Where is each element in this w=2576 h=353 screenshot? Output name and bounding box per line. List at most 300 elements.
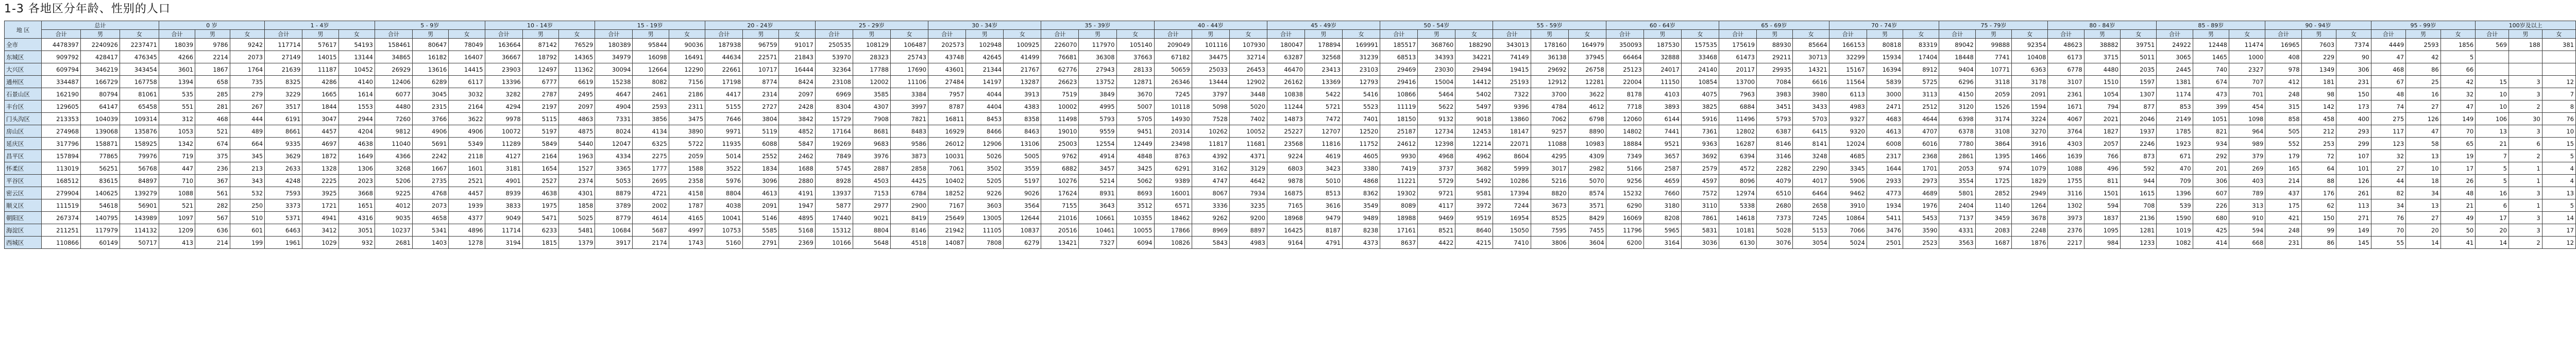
table-cell: 4997	[669, 224, 705, 237]
table-cell: 105140	[1116, 39, 1154, 51]
table-cell: 95844	[633, 39, 669, 51]
table-cell: 989	[2229, 138, 2265, 150]
table-cell: 5402	[1455, 88, 1493, 100]
table-cell: 1785	[2157, 125, 2193, 138]
table-cell: 5349	[449, 138, 485, 150]
table-cell: 162190	[42, 88, 81, 100]
table-cell: 14873	[1267, 113, 1304, 125]
table-cell: 4334	[595, 150, 633, 162]
table-cell: 1947	[779, 199, 815, 212]
table-row	[5, 175, 2576, 187]
table-cell: 1510	[2084, 76, 2120, 88]
table-cell: 117714	[265, 39, 302, 51]
table-cell: 3804	[743, 113, 779, 125]
table-cell: 5146	[743, 212, 779, 224]
row-region-name: 怀柔区	[5, 162, 42, 175]
table-cell: 306	[2193, 175, 2229, 187]
table-cell: 6619	[559, 76, 595, 88]
table-cell: 11681	[1229, 138, 1267, 150]
table-cell: 5839	[1867, 76, 1903, 88]
table-cell: 5206	[375, 175, 412, 187]
table-cell: 7441	[1643, 125, 1681, 138]
table-cell: 4791	[1305, 237, 1343, 249]
table-cell: 6296	[1939, 76, 1975, 88]
header-sub: 男	[302, 30, 338, 39]
header-sub-row	[5, 30, 2576, 39]
table-cell: 42	[2406, 51, 2441, 63]
table-cell: 1934	[1867, 199, 1903, 212]
table-cell: 3692	[1681, 150, 1719, 162]
table-cell: 17	[2476, 212, 2509, 224]
table-cell: 18462	[1154, 212, 1192, 224]
table-cell: 26346	[1154, 76, 1192, 88]
table-cell: 229	[2301, 51, 2336, 63]
table-cell: 12912	[1531, 76, 1568, 88]
table-cell: 10983	[1568, 138, 1606, 150]
table-cell: 6803	[1267, 162, 1304, 175]
table-cell: 4449	[2371, 39, 2406, 51]
table-cell: 285	[195, 88, 230, 100]
table-cell: 4422	[1418, 237, 1455, 249]
table-cell: 680	[2193, 212, 2229, 224]
table-cell: 74149	[1493, 51, 1531, 63]
table-cell: 4995	[1079, 100, 1116, 113]
table-cell: 8525	[1531, 212, 1568, 224]
table-cell: 275	[2371, 113, 2406, 125]
table-cell: 28133	[1116, 63, 1154, 76]
table-cell: 5005	[1004, 150, 1041, 162]
table-row	[5, 76, 2576, 88]
table-cell: 367	[195, 175, 230, 187]
table-cell: 7361	[1681, 125, 1719, 138]
table-cell: 5705	[1116, 113, 1154, 125]
table-cell: 27	[2406, 100, 2441, 113]
table-cell: 10055	[1116, 224, 1154, 237]
table-cell: 7137	[1939, 212, 1975, 224]
table-cell: 8	[2542, 100, 2575, 113]
table-row	[5, 63, 2576, 76]
table-cell: 2552	[743, 150, 779, 162]
table-cell: 10838	[1267, 88, 1304, 100]
table-cell: 139279	[120, 187, 159, 199]
table-cell: 78049	[449, 39, 485, 51]
table-cell: 20516	[1041, 224, 1079, 237]
header-sub: 合计	[1493, 30, 1531, 39]
table-cell: 1976	[1903, 199, 1939, 212]
table-cell: 3806	[1531, 237, 1568, 249]
table-cell: 476345	[120, 51, 159, 63]
table-cell: 178160	[1531, 39, 1568, 51]
table-cell: 5338	[1719, 199, 1757, 212]
table-cell: 13287	[1004, 76, 1041, 88]
table-cell: 149	[2441, 113, 2476, 125]
table-cell: 2057	[2084, 138, 2120, 150]
table-cell: 175	[2265, 199, 2301, 212]
table-cell: 13700	[1719, 76, 1757, 88]
table-cell: 17	[2542, 224, 2575, 237]
table-cell: 4127	[485, 150, 522, 162]
header-group: 30 - 34岁	[928, 21, 1041, 30]
table-cell: 4647	[595, 88, 633, 100]
table-cell: 4852	[779, 125, 815, 138]
table-cell: 3737	[1418, 162, 1455, 175]
table-cell: 30	[2509, 113, 2543, 125]
table-cell: 9049	[485, 212, 522, 224]
table-cell: 5197	[1004, 175, 1041, 187]
header-sub: 男	[2193, 30, 2229, 39]
table-cell: 5745	[815, 162, 853, 175]
table-cell: 279904	[42, 187, 81, 199]
table-cell: 1465	[2193, 51, 2229, 63]
table-cell: 425	[2193, 224, 2229, 237]
table-cell: 175619	[1719, 39, 1757, 51]
table-cell: 740	[2193, 63, 2229, 76]
table-cell: 2461	[633, 88, 669, 100]
table-cell: 2	[2509, 150, 2543, 162]
table-cell: 3864	[1975, 138, 2011, 150]
table-cell: 7519	[1041, 88, 1079, 100]
table-cell: 1553	[338, 100, 375, 113]
table-cell: 2861	[1939, 150, 1975, 162]
table-cell: 5	[2542, 150, 2575, 162]
table-cell: 7245	[1154, 88, 1192, 100]
table-cell: 63287	[1267, 51, 1304, 63]
table-cell: 1665	[302, 88, 338, 100]
table-cell: 489	[230, 125, 265, 138]
header-sub: 合计	[2157, 30, 2193, 39]
header-sub: 男	[1867, 30, 1903, 39]
table-cell: 16001	[1154, 187, 1192, 199]
table-cell: 5691	[413, 138, 449, 150]
table-cell: 18988	[1380, 212, 1418, 224]
table-cell: 7741	[1975, 51, 2011, 63]
table-cell: 11496	[1719, 113, 1757, 125]
table-cell: 48	[2371, 88, 2406, 100]
table-cell: 14618	[1719, 212, 1757, 224]
table-cell: 17404	[1903, 51, 1939, 63]
table-cell: 4307	[853, 100, 890, 113]
table-cell: 1844	[302, 100, 338, 113]
header-sub: 女	[1568, 30, 1606, 39]
table-cell: 1837	[2084, 212, 2120, 224]
table-cell: 984	[2084, 237, 2120, 249]
table-cell: 3	[2509, 88, 2543, 100]
table-cell: 7066	[1829, 224, 1867, 237]
table-cell: 9335	[265, 138, 302, 150]
header-sub: 女	[1455, 30, 1493, 39]
table-cell: 7419	[1380, 162, 1418, 175]
table-row	[5, 51, 2576, 63]
table-cell: 8146	[1757, 138, 1793, 150]
table-cell: 428417	[81, 51, 120, 63]
table-cell: 3849	[1079, 88, 1116, 100]
table-cell: 2880	[779, 175, 815, 187]
table-cell: 16954	[1493, 212, 1531, 224]
table-cell: 5	[2542, 199, 2575, 212]
table-cell: 13	[2476, 125, 2509, 138]
table-cell: 12453	[1455, 125, 1493, 138]
table-cell: 9462	[1829, 187, 1867, 199]
table-cell: 4983	[1829, 100, 1867, 113]
table-cell: 7472	[1305, 113, 1343, 125]
table-cell: 33468	[1681, 51, 1719, 63]
table-cell: 140795	[81, 212, 120, 224]
table-cell: 18884	[1606, 138, 1643, 150]
table-cell: 3108	[1975, 125, 2011, 138]
table-cell: 34475	[1192, 51, 1229, 63]
table-cell: 106	[2476, 113, 2509, 125]
table-cell: 5014	[705, 150, 743, 162]
table-cell: 16425	[1267, 224, 1304, 237]
table-cell: 7374	[2336, 39, 2371, 51]
table-cell: 8466	[966, 125, 1004, 138]
table-cell: 9035	[375, 212, 412, 224]
table-cell: 6464	[1793, 187, 1829, 199]
table-cell: 90036	[669, 39, 705, 51]
table-cell: 114132	[120, 224, 159, 237]
table-cell: 5119	[743, 125, 779, 138]
table-cell: 5729	[1418, 175, 1455, 187]
table-cell: 3113	[1903, 88, 1939, 100]
table-cell: 2174	[633, 237, 669, 249]
table-cell: 1395	[1975, 150, 2011, 162]
table-cell: 473	[2193, 88, 2229, 100]
table-cell: 5523	[1343, 100, 1380, 113]
table-cell: 9451	[1116, 125, 1154, 138]
table-cell: 3000	[1867, 88, 1903, 100]
table-cell: 10402	[928, 175, 966, 187]
table-cell: 25003	[1041, 138, 1079, 150]
table-cell: 877	[2121, 100, 2157, 113]
table-cell: 1777	[633, 162, 669, 175]
table-cell: 54193	[338, 39, 375, 51]
header-group: 35 - 39岁	[1041, 21, 1154, 30]
table-row	[5, 88, 2576, 100]
table-cell: 7061	[928, 162, 966, 175]
table-cell: 10262	[1192, 125, 1229, 138]
table-cell: 13752	[1079, 76, 1116, 88]
table-cell: 6113	[1829, 88, 1867, 100]
table-cell: 12281	[1568, 76, 1606, 88]
table-cell: 454	[2229, 100, 2265, 113]
table-cell: 974	[1975, 162, 2011, 175]
table-cell: 9812	[375, 125, 412, 138]
table-cell: 3110	[1681, 199, 1719, 212]
table-cell: 3571	[1568, 199, 1606, 212]
table-cell: 8483	[890, 125, 928, 138]
table-cell: 592	[2121, 162, 2157, 175]
table-cell: 5411	[1867, 212, 1903, 224]
table-cell: 4868	[1343, 175, 1380, 187]
table-cell: 209049	[1154, 39, 1192, 51]
header-group: 10 - 14岁	[485, 21, 595, 30]
header-sub: 男	[1975, 30, 2011, 39]
table-cell: 5341	[413, 224, 449, 237]
table-cell: 2197	[522, 100, 558, 113]
table-cell: 142	[2301, 100, 2336, 113]
table-cell: 4597	[1681, 175, 1719, 187]
table-cell: 1	[2509, 162, 2543, 175]
table-cell: 8067	[1192, 187, 1229, 199]
table-cell: 8879	[595, 187, 633, 199]
table-cell: 2214	[195, 51, 230, 63]
table-cell: 3047	[302, 113, 338, 125]
table-cell: 8429	[1568, 212, 1606, 224]
table-cell: 4968	[1418, 150, 1455, 162]
table-cell: 92354	[2012, 39, 2048, 51]
table-cell: 85664	[1793, 39, 1829, 51]
table-cell: 8513	[1305, 187, 1343, 199]
table-cell: 11816	[1305, 138, 1343, 150]
table-cell: 5916	[1681, 113, 1719, 125]
table-cell: 6884	[1719, 100, 1757, 113]
header-sub: 女	[2229, 30, 2265, 39]
table-cell: 21942	[928, 224, 966, 237]
table-cell: 5160	[705, 237, 743, 249]
table-cell: 4038	[705, 199, 743, 212]
table-cell: 8969	[1192, 224, 1229, 237]
header-region: 地 区	[5, 21, 42, 39]
table-cell: 1	[2509, 199, 2543, 212]
table-cell: 3512	[1116, 199, 1154, 212]
table-cell: 9021	[853, 212, 890, 224]
header-group: 80 - 84岁	[2048, 21, 2157, 30]
table-cell: 27484	[928, 76, 966, 88]
header-group: 60 - 64岁	[1606, 21, 1719, 30]
table-cell: 12	[2542, 237, 2575, 249]
table-cell: 32364	[815, 63, 853, 76]
table-cell: 5010	[1305, 175, 1343, 187]
table-cell: 36138	[1531, 51, 1568, 63]
table-cell: 4773	[1867, 187, 1903, 199]
header-group: 50 - 54岁	[1380, 21, 1493, 30]
table-cell: 117979	[81, 224, 120, 237]
table-cell: 24612	[1380, 138, 1418, 150]
table-cell: 21767	[1004, 63, 1041, 76]
table-cell: 1051	[2193, 113, 2229, 125]
header-sub: 男	[1079, 30, 1116, 39]
table-cell: 551	[159, 100, 195, 113]
table-cell: 6117	[449, 76, 485, 88]
table-cell: 6387	[1757, 125, 1793, 138]
table-cell: 4165	[669, 212, 705, 224]
table-cell: 5166	[1606, 162, 1643, 175]
table-cell: 3997	[890, 100, 928, 113]
table-cell: 343013	[1493, 39, 1531, 51]
table-cell: 7595	[1531, 224, 1568, 237]
page-title: 1-3 各地区分年龄、性别的人口	[4, 3, 171, 15]
header-sub: 合计	[42, 30, 81, 39]
table-cell: 437	[2265, 187, 2301, 199]
table-cell: 1	[2509, 175, 2543, 187]
table-cell: 2225	[302, 175, 338, 187]
table-cell: 4134	[633, 125, 669, 138]
table-cell: 4914	[1079, 150, 1116, 162]
table-cell: 3700	[1531, 88, 1568, 100]
table-cell: 49	[2441, 212, 2476, 224]
table-cell: 6077	[375, 88, 412, 100]
table-cell: 72	[2301, 150, 2336, 162]
table-cell: 3181	[485, 162, 522, 175]
table-cell: 1281	[2121, 224, 2157, 237]
table-cell: 1088	[2048, 162, 2084, 175]
table-cell: 7244	[1493, 199, 1531, 212]
table-cell: 2361	[2048, 88, 2084, 100]
table-cell: 5906	[1829, 175, 1867, 187]
table-cell: 8804	[853, 224, 890, 237]
table-cell: 56768	[120, 162, 159, 175]
table-cell: 5053	[595, 175, 633, 187]
table-cell: 12802	[1719, 125, 1757, 138]
table-cell: 8453	[966, 113, 1004, 125]
table-cell: 26758	[1568, 63, 1606, 76]
table-cell: 821	[2193, 125, 2229, 138]
table-cell: 14321	[1793, 63, 1829, 76]
table-cell: 126	[2336, 175, 2371, 187]
table-cell: 10237	[375, 224, 412, 237]
header-sub: 女	[890, 30, 928, 39]
table-cell: 212	[2301, 125, 2336, 138]
table-cell: 2073	[413, 199, 449, 212]
table-cell: 3433	[1793, 100, 1829, 113]
table-cell: 6088	[743, 138, 779, 150]
table-cell: 80794	[81, 88, 120, 100]
header-sub: 女	[1793, 30, 1829, 39]
table-row	[5, 212, 2576, 224]
table-cell: 140625	[81, 187, 120, 199]
table-cell: 64147	[81, 100, 120, 113]
table-cell: 1233	[2121, 237, 2157, 249]
header-group: 20 - 24岁	[705, 21, 816, 30]
table-cell: 343	[230, 175, 265, 187]
table-cell: 4906	[449, 125, 485, 138]
table-cell: 22071	[1493, 138, 1531, 150]
table-cell: 16	[2406, 88, 2441, 100]
table-cell: 17	[2441, 162, 2476, 175]
table-cell: 9762	[1041, 150, 1079, 162]
table-cell: 23413	[1305, 63, 1343, 76]
table-cell: 28323	[853, 51, 890, 63]
table-cell: 67	[2371, 76, 2406, 88]
table-cell: 12290	[669, 63, 705, 76]
table-cell: 399	[2193, 100, 2229, 113]
table-cell: 70	[2441, 125, 2476, 138]
table-cell: 2275	[633, 150, 669, 162]
table-cell	[2542, 63, 2575, 76]
table-cell: 3174	[1975, 113, 2011, 125]
table-cell: 4248	[265, 175, 302, 187]
table-cell: 29416	[1380, 76, 1418, 88]
table-cell: 1306	[338, 162, 375, 175]
table-cell: 12902	[1229, 76, 1267, 88]
table-cell: 2217	[2048, 237, 2084, 249]
table-cell: 267	[230, 100, 265, 113]
table-cell: 76529	[559, 39, 595, 51]
table-cell: 12024	[1829, 138, 1867, 150]
table-cell: 56251	[81, 162, 120, 175]
table-cell: 3164	[1643, 237, 1681, 249]
table-cell: 10002	[1041, 100, 1079, 113]
header-sub: 合计	[1380, 30, 1418, 39]
table-cell: 1594	[2012, 100, 2048, 113]
table-cell: 17198	[705, 76, 743, 88]
table-cell: 3423	[1305, 162, 1343, 175]
table-cell: 110866	[42, 237, 81, 249]
table-cell: 8820	[1531, 187, 1568, 199]
table-cell: 2097	[559, 100, 595, 113]
table-cell: 8238	[1343, 224, 1380, 237]
table-cell: 106487	[890, 39, 928, 51]
